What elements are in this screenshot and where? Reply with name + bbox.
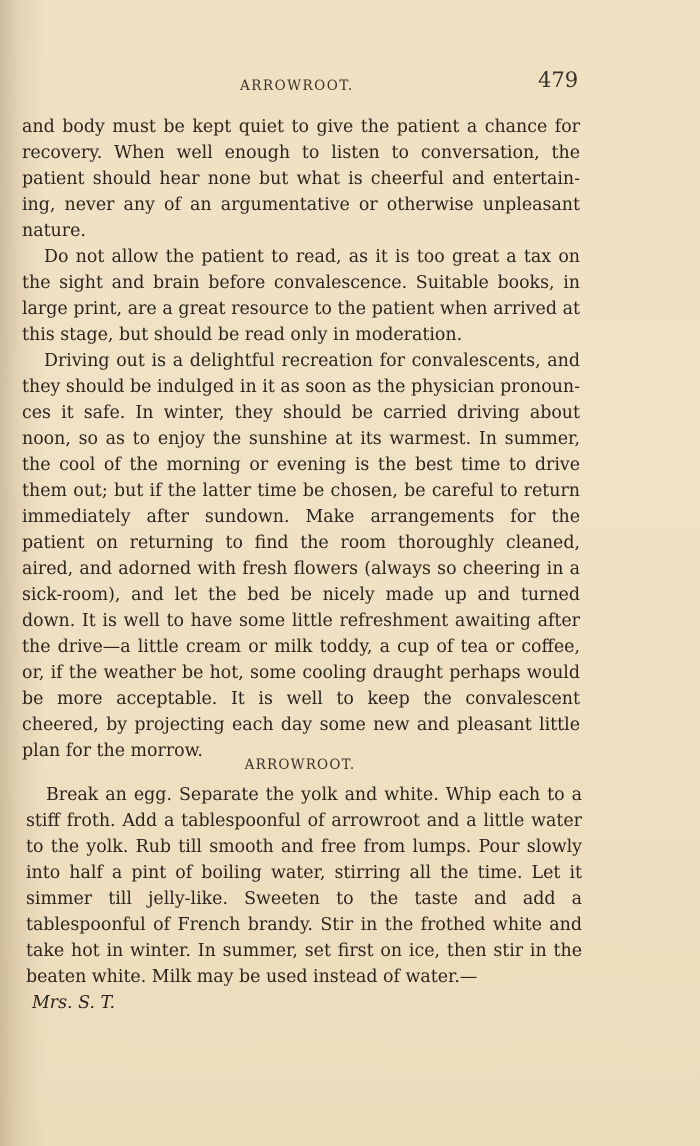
recipe-heading: ARROWROOT. <box>244 757 356 773</box>
running-head: ARROWROOT. <box>240 78 354 94</box>
recipe-body <box>26 782 582 1016</box>
page-number: 479 <box>538 68 579 92</box>
recipe-text <box>26 782 582 1016</box>
paragraph-continuation: and body must be kept quiet to give the patient a chance for recovery. When well enough to listen to conversation, the patient should hear none but what is cheerful and entertaining, never any of an argumentative or otherwise unpleasant nature. <box>22 117 580 241</box>
recipe-attribution: Mrs. S. T. <box>32 993 116 1013</box>
recipe-instructions: Break an egg. Separate the yolk and white. Whip each to a stiff froth. Add a tablespoonful of arrowroot and a little water to the yolk. Rub till smooth and free from lumps. Pour slowly into half a pint of boiling water, stirring all the time. Let it simmer till jelly-like. Sweeten to the taste and add a tablespoonful of French brandy. Stir in the frothed white and take hot in winter. In summer, set first on ice, then stir in the beaten white. Milk may be used instead of water.— <box>26 785 582 987</box>
page-header <box>0 68 700 98</box>
paragraph-reading: Do not allow the patient to read, as it is too great a tax on the sight and brain before convalescence. Suitable books, in large print, are a great resource to the patient when arrived at this stage, but should be read only in moderation. <box>22 247 580 345</box>
body-text <box>22 114 580 764</box>
paragraph-driving: Driving out is a delightful recreation for convalescents, and they should be indulged in it as soon as the physician pronounces it safe. In winter, they should be carried driving about noon, so as to enjoy the sunshine at its warmest. In summer, the cool of the morning or evening is the best time to drive them out; but if the latter time be chosen, be careful to return immediately after sundown. Make arrangements for the patient on returning to find the room thoroughly cleaned, aired, and adorned with fresh flowers (always so cheering in a sick-room), and let the bed be nicely made up and turned down. It is well to have some little refreshment awaiting after the drive—a little cream or milk toddy, a cup of tea or coffee, or, if the weather be hot, some cooling draught perhaps would be more acceptable. It is well to keep the convalescent cheered, by projecting each day some new and pleasant little plan for the morrow. <box>22 351 580 761</box>
